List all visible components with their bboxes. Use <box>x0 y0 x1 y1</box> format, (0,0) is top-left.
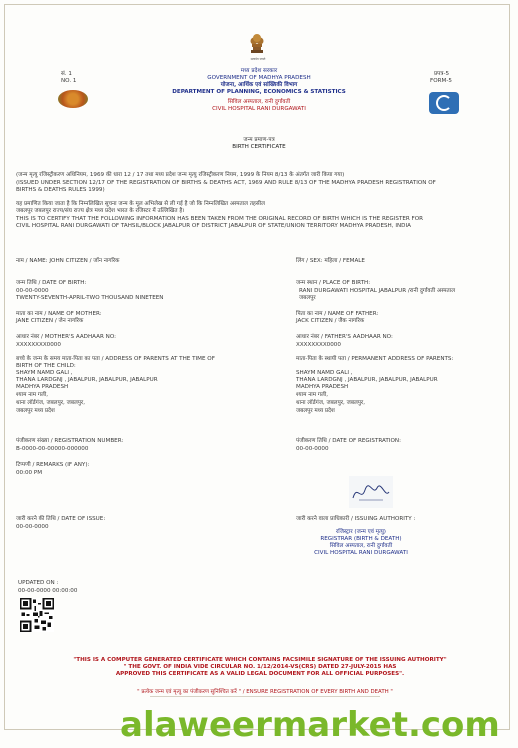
reg-no-value: B-0000-00-00000-000000 <box>16 446 89 452</box>
addr-birth-label-2: BIRTH OF THE CHILD: <box>16 363 76 369</box>
dept-hi: योजना, आर्थिक एवं सांख्यिकी विभाग <box>220 82 298 88</box>
sex-label: लिंग / SEX: <box>296 258 323 264</box>
mother-aadhaar-value: XXXXXXXX0000 <box>16 342 61 348</box>
dob-value: 00-00-0000 <box>16 288 49 294</box>
dob-words: TWENTY-SEVENTH-APRIL-TWO THOUSAND NINETEEN <box>16 295 164 301</box>
reg-date-value: 00-00-0000 <box>296 446 329 452</box>
hospital-hi: सिविल अस्पताल, रानी दुर्गावती <box>227 99 291 105</box>
authority-label: जारी करने वाला प्राधिकारी / ISSUING AUTHORITY : <box>296 516 416 522</box>
addr-perm-label: माता-पिता के स्थायी पता / PERMANENT ADDRESS OF PARENTS: <box>296 356 454 362</box>
dob-label: जन्म तिथि / DATE OF BIRTH: <box>16 280 87 286</box>
name-value: JOHN CITIZEN / जॉन नागरिक <box>49 258 120 264</box>
authority-line: REGISTRAR (BIRTH & DEATH) <box>320 536 402 542</box>
authority-line: सिविल अस्पताल, रानी दुर्गावती <box>329 543 393 549</box>
footer-note <box>40 657 480 678</box>
footer-divider <box>150 696 380 697</box>
pob-label: जन्म स्थान / PLACE OF BIRTH: <box>296 280 371 286</box>
footer-note-line: APPROVED THIS CERTIFICATE AS A VALID LEGAL DOCUMENT FOR ALL OFFICIAL PURPOSES". <box>115 671 405 677</box>
intro-line1: (जन्म मृत्यु रजिस्ट्रीकरण अधिनियम, 1969 की धारा 12 / 17 तथा मध्य प्रदेश जन्म मृत्यु रजिस्ट्रीकरण नियम, 1999 के नियम 8/13 के अंतर्गत जारी किया गया) <box>16 172 345 178</box>
father-value: JACK CITIZEN / जैक नागरिक <box>296 318 365 324</box>
addr-birth-line: थाना लॉर्डगंज, जबलपुर, जबलपुर, <box>16 400 85 406</box>
form-no-right-hi: प्रपत्र-5 <box>434 71 450 77</box>
addr-birth-line: SHAYM NAMD GALI , <box>16 370 73 376</box>
mother-aadhaar-label: आधार नंबर / MOTHER'S AADHAAR NO: <box>16 334 117 340</box>
intro-line4: यह प्रमाणित किया जाता है कि निम्नलिखित सूचना जन्म के मूल अभिलेख से ली गई है जो कि निम्नलिखित अस्पताल तहसील <box>16 201 265 207</box>
hospital-en: CIVIL HOSPITAL RANI DURGAWATI <box>212 106 306 112</box>
reg-no-label: पंजीकरण संख्या / REGISTRATION NUMBER: <box>16 438 124 444</box>
authority-line: CIVIL HOSPITAL RANI DURGAWATI <box>314 550 408 556</box>
form-no-left-en: NO. 1 <box>61 78 77 84</box>
pob-value: RANI DURGAWATI HOSPITAL JABALPUR /रानी दुर्गावती अस्पताल <box>299 288 455 294</box>
ensure-registration-line: " प्रत्येक जन्म एवं मृत्यु का पंजीकरण सुनिश्चित करें " / ENSURE REGISTRATION OF EVERY BIRTH AND DEATH " <box>137 689 393 695</box>
addr-birth-line: श्याम नाम गली, <box>16 392 49 398</box>
addr-birth-line: MADHYA PRADESH <box>16 384 69 390</box>
issue-date-label: जारी करने की तिथि / DATE OF ISSUE: <box>16 516 106 522</box>
remarks-value: 00:00 PM <box>16 470 43 476</box>
intro-line7: CIVIL HOSPITAL RANI DURGAWATI OF TAHSIL/BLOCK JABALPUR OF DISTRICT JABALPUR OF STATE/UNION TERRITORY MADHYA PRADESH, INDIA <box>16 223 411 229</box>
addr-perm-line: MADHYA PRADESH <box>296 384 349 390</box>
addr-perm-line: जबलपुर मध्य प्रदेश <box>296 408 335 414</box>
reg-date-label: पंजीकरण तिथि / DATE OF REGISTRATION: <box>296 438 401 444</box>
father-aadhaar-value: XXXXXXXX0000 <box>296 342 341 348</box>
sex-row <box>296 258 365 265</box>
footer-note-line: "THIS IS A COMPUTER GENERATED CERTIFICATE WHICH CONTAINS FACSIMILE SIGNATURE OF THE ISSUING AUTHORITY" <box>73 657 447 663</box>
addr-perm-line: थाना लॉर्डगंज, जबलपुर, जबलपुर, <box>296 400 365 406</box>
mother-label: माता का नाम / NAME OF MOTHER: <box>16 311 102 317</box>
updated-label: UPDATED ON : <box>18 580 59 586</box>
footer-note-line: " THE GOVT. OF INDIA VIDE CIRCULAR NO. 1/12/2014-VS(CRS) DATED 27-JULY-2015 HAS <box>123 664 397 670</box>
qr-code-icon <box>20 598 54 632</box>
intro-line6: THIS IS TO CERTIFY THAT THE FOLLOWING INFORMATION HAS BEEN TAKEN FROM THE ORIGINAL RECORD OF BIRTH WHICH IS THE REGISTER FOR <box>16 216 424 222</box>
intro-line2: (ISSUED UNDER SECTION 12/17 OF THE REGISTRATION OF BIRTHS & DEATHS ACT, 1969 AND RULE 8/13 OF THE MADHYA PRADESH REGISTRATION OF <box>16 180 436 186</box>
dept-en: DEPARTMENT OF PLANNING, ECONOMICS & STATISTICS <box>172 89 346 95</box>
state-hi: मध्य प्रदेश सरकार <box>240 68 278 74</box>
intro-line3: BIRTHS & DEATHS RULES 1999) <box>16 187 105 193</box>
father-aadhaar-label: आधार नंबर / FATHER'S AADHAAR NO: <box>296 334 393 340</box>
issue-date-value: 00-00-0000 <box>16 524 49 530</box>
ashoka-emblem-icon <box>246 31 268 57</box>
updated-value: 00-00-0000 00:00:00 <box>18 588 78 594</box>
remarks-label: टिप्पणी / REMARKS (IF ANY): <box>16 462 90 468</box>
mp-seal-icon <box>58 90 88 108</box>
addr-perm-line: श्याम नाम गली, <box>296 392 329 398</box>
addr-perm-line: SHAYM NAMD GALI , <box>296 370 353 376</box>
form-no-left-hi: सं. 1 <box>61 71 72 77</box>
addr-birth-line: जबलपुर मध्य प्रदेश <box>16 408 55 414</box>
form-no-right-en: FORM-5 <box>430 78 452 84</box>
name-row <box>16 258 119 265</box>
watermark-text: alaweermarket.com <box>120 705 500 745</box>
emblem-caption: सत्यमेव जयते <box>250 57 266 61</box>
cert-title-hi: जन्म प्रमाण-पत्र <box>243 137 275 143</box>
authority-line: रजिस्ट्रार (जन्म एवं मृत्यु) <box>335 529 386 535</box>
intro-line5: जबलपुर जबलपुर राज्य/संघ राज्य क्षेत्र मध्य प्रदेश भारत के रजिस्टर में उल्लिखित है। <box>16 208 185 214</box>
stats-logo-icon <box>429 92 459 114</box>
addr-birth-label: बच्चे के जन्म के समय माता-पिता का पता / ADDRESS OF PARENTS AT THE TIME OF <box>16 356 215 362</box>
sex-value: महिला / FEMALE <box>324 258 365 264</box>
signature-icon <box>349 476 393 508</box>
name-label: नाम / NAME: <box>16 258 48 264</box>
father-label: पिता का नाम / NAME OF FATHER: <box>296 311 379 317</box>
mother-value: JANE CITIZEN / जेन नागरिक <box>16 318 84 324</box>
pob-value-2: जबलपुर <box>299 295 316 301</box>
addr-perm-line: THANA LARDGNJ , JABALPUR, JABALPUR, JABALPUR <box>296 377 438 383</box>
addr-birth-line: THANA LARDGNJ , JABALPUR, JABALPUR, JABALPUR <box>16 377 158 383</box>
cert-title-en: BIRTH CERTIFICATE <box>232 144 286 150</box>
state-en: GOVERNMENT OF MADHYA PRADESH <box>207 75 311 81</box>
